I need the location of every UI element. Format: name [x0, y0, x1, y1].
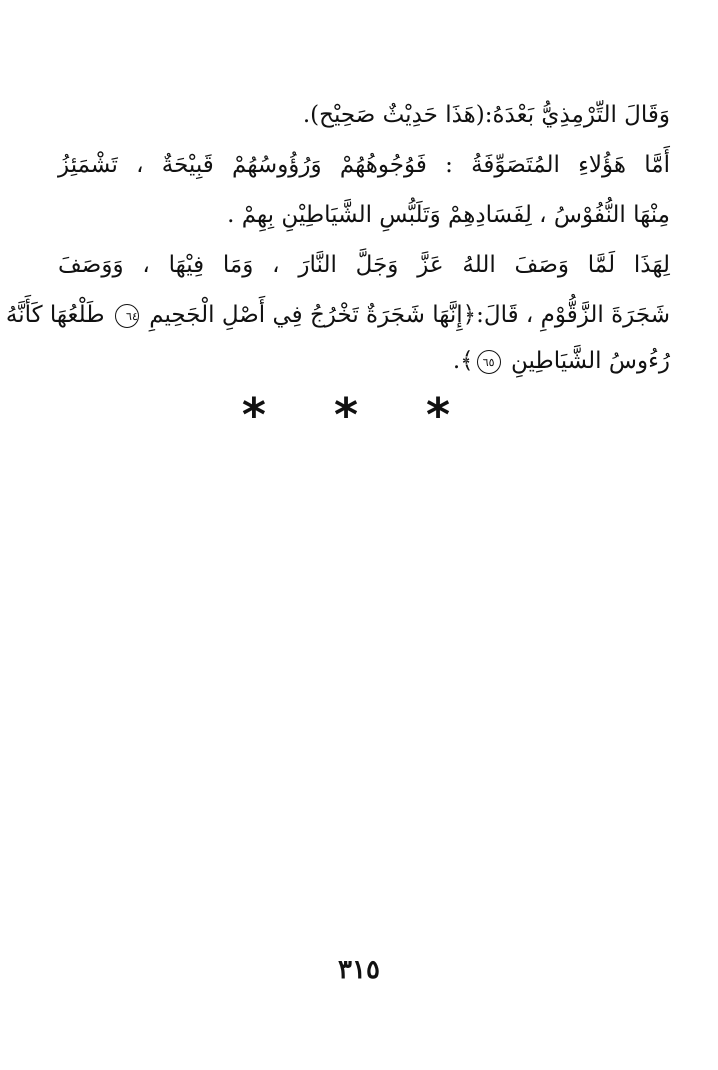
text-line-6 — [58, 346, 670, 376]
text-line-1: وَقَالَ التِّرْمِذِيُّ بَعْدَهُ:(هَذَا حَدِيْثٌ صَحِيْح). — [302, 102, 670, 128]
text-line-2: أَمَّا هَؤُلاءِ المُتَصَوِّفَةُ : فَوُجُوهُهُمْ وَرُؤُوسُهُمْ قَبِيْحَةٌ ، تَشْمَئِزُ — [58, 152, 670, 178]
page-number: ٣١٥ — [338, 955, 380, 985]
quran-verse-text-continued: طَلْعُهَا كَأَنَّهُ — [5, 302, 105, 328]
text-line-3: مِنْهَا النُّفُوْسُ ، لِفَسَادِهِمْ وَتَلَبُّسِ الشَّيَاطِيْنِ بِهِمْ . — [227, 202, 670, 228]
quran-closing-bracket: ﴾. — [452, 348, 474, 374]
quran-verse-text: شَجَرَةَ الزَّقُّوْمِ ، قَالَ:﴿إِنَّهَا شَجَرَةٌ تَخْرُجُ فِي أَصْلِ الْجَحِيمِ — [149, 302, 670, 328]
text-line-4: لِهَذَا لَمَّا وَصَفَ اللهُ عَزَّ وَجَلَّ النَّارَ ، وَمَا فِيْهَا ، وَوَصَفَ — [58, 252, 670, 278]
section-separator: * * * — [241, 388, 477, 442]
ayah-number-marker-2: ٦٥ — [477, 350, 501, 374]
text-line-5 — [5, 300, 670, 330]
ayah-number-marker: ٦٤ — [115, 304, 139, 328]
quran-verse-text-end: رُءُوسُ الشَّيَاطِينِ — [510, 348, 670, 374]
body-text — [5, 100, 670, 376]
